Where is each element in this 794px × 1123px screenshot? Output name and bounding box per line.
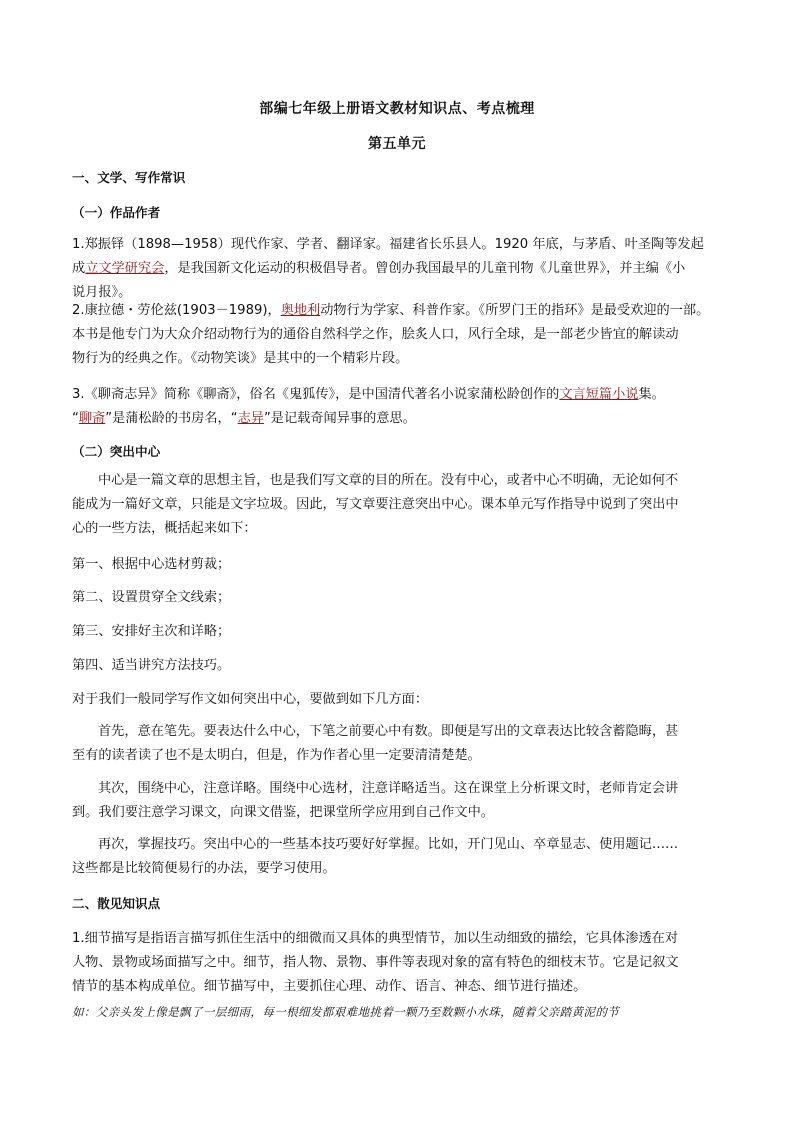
advice-paragraph-3	[72, 833, 724, 881]
detail-line: 1.细节描写是指语言描写抓住生活中的细微而又具体的典型情节，加以生动细致的描绘，它具体渗透在对	[72, 931, 679, 946]
author-item-1-line	[72, 257, 724, 281]
text-span: ”是蒲松龄的书房名，“	[105, 411, 238, 426]
center-paragraph-line: 能成为一篇好文章，只能是文字垃圾。因此，写文章要注意突出中心。课本单元写作指导中说到了突出中	[72, 497, 679, 512]
advice-line: 这些都是比较简便易行的办法，要学习使用。	[72, 861, 336, 876]
advice-line: 至有的读者读了也不是太明白，但是，作为作者心里一定要清清楚楚。	[72, 748, 481, 763]
center-paragraph-line: 中心是一篇文章的思想主旨，也是我们写文章的目的所在。没有中心，或者中心不明确，无论如何不	[98, 473, 679, 488]
advice-line: 再次，掌握技巧。突出中心的一些基本技巧要好好掌握。比如，开门见山、卒章显志、使用题记……	[98, 837, 679, 852]
author-item-2	[72, 299, 724, 371]
author-item-1	[72, 233, 724, 305]
literary-research-society-link[interactable]: 立文学研究会	[85, 261, 165, 276]
method-item-2: 第二、设置贯穿全文线索；	[72, 590, 231, 605]
advice-line: 其次，围绕中心，注意详略。围绕中心选材，注意详略适当。这在课堂上分析课文时，老师肯定会讲	[98, 781, 679, 796]
author-item-3-line	[72, 383, 724, 407]
author-item-1-line: 说月报》。	[72, 285, 132, 300]
text-span: ，是我国新文化运动的积极倡导者。曾创办我国最早的儿童刊物《儿童世界》，并主编《小	[164, 261, 686, 276]
method-item-4: 第四、适当讲究方法技巧。	[72, 658, 231, 673]
section-heading-2: 二、散见知识点	[72, 896, 161, 911]
author-item-3	[72, 383, 724, 431]
text-span: 集。	[638, 387, 665, 402]
text-span: 动物行为学家、科普作家。《所罗门王的指环》是最受欢迎的一部。	[320, 303, 710, 318]
author-item-2-line: 本书是他专门为大众介绍动物行为的通俗自然科学之作，脍炙人口，风行全球，是一部老少皆宜的解读动	[72, 327, 679, 342]
author-item-1-line: 1.郑振铎（1898—1958）现代作家、学者、翻译家。福建省长乐县人。1920 年底，与茅盾、叶圣陶等发起	[72, 237, 704, 252]
unit-title: 第五单元	[368, 136, 426, 152]
detail-description-paragraph	[72, 927, 724, 999]
advice-paragraph-1	[72, 720, 724, 768]
section-heading-1: 一、文学、写作常识	[72, 170, 186, 185]
text-span: ”是记载奇闻异事的意思。	[263, 411, 416, 426]
text-span: 2.康拉德・劳伦兹(1903－1989)，	[72, 303, 281, 318]
advice-line: 到。我们要注意学习课文，向课文借鉴，把课堂所学应用到自己作文中。	[72, 805, 494, 820]
advice-line: 首先，意在笔先。要表达什么中心，下笔之前要心中有数。即便是写出的文章表达比较含蓄隐晦，甚	[98, 724, 679, 739]
text-span: 3.《聊斋志异》简称《聊斋》，俗名《鬼狐传》，是中国清代著名小说家蒲松龄创作的	[72, 387, 560, 402]
center-paragraph	[72, 469, 724, 541]
author-item-2-line: 物行为的经典之作。《动物笑谈》是其中的一个精彩片段。	[72, 351, 409, 366]
author-item-3-line	[72, 407, 724, 431]
liaozhai-link[interactable]: 聊斋	[78, 411, 106, 426]
classical-short-story-link[interactable]: 文言短篇小说	[559, 387, 639, 402]
text-span: 成	[72, 261, 86, 276]
text-span: “	[72, 411, 79, 426]
detail-line: 情节的基本构成单位。细节描写中，主要抓住心理、动作、语言、神态、细节进行描述。	[72, 979, 587, 994]
advice-paragraph-2	[72, 777, 724, 825]
method-item-1: 第一、根据中心选材剪裁；	[72, 557, 231, 572]
center-paragraph-line: 心的一些方法，概括起来如下：	[72, 521, 257, 536]
author-item-2-line	[72, 299, 724, 323]
subsection-heading-works: （一）作品作者	[72, 205, 161, 220]
subsection-heading-center: （二）突出中心	[72, 444, 161, 459]
advice-intro: 对于我们一般同学写作文如何突出中心，要做到如下几方面：	[72, 692, 429, 707]
document-title: 部编七年级上册语文教材知识点、考点梳理	[259, 101, 535, 117]
austria-link[interactable]: 奥地利	[280, 303, 321, 318]
detail-line: 人物、景物或场面描写之中。细节，指人物、景物、事件等表现对象的富有特色的细枝末节。它是记叙文	[72, 955, 679, 970]
example-sentence: 如：父亲头发上像是飘了一层细雨，每一根细发都艰难地挑着一颗乃至数颗小水珠，随着父亲踏黄泥的节	[72, 1005, 620, 1019]
zhiyi-link[interactable]: 志异	[237, 411, 264, 426]
method-item-3: 第三、安排好主次和详略；	[72, 624, 231, 639]
